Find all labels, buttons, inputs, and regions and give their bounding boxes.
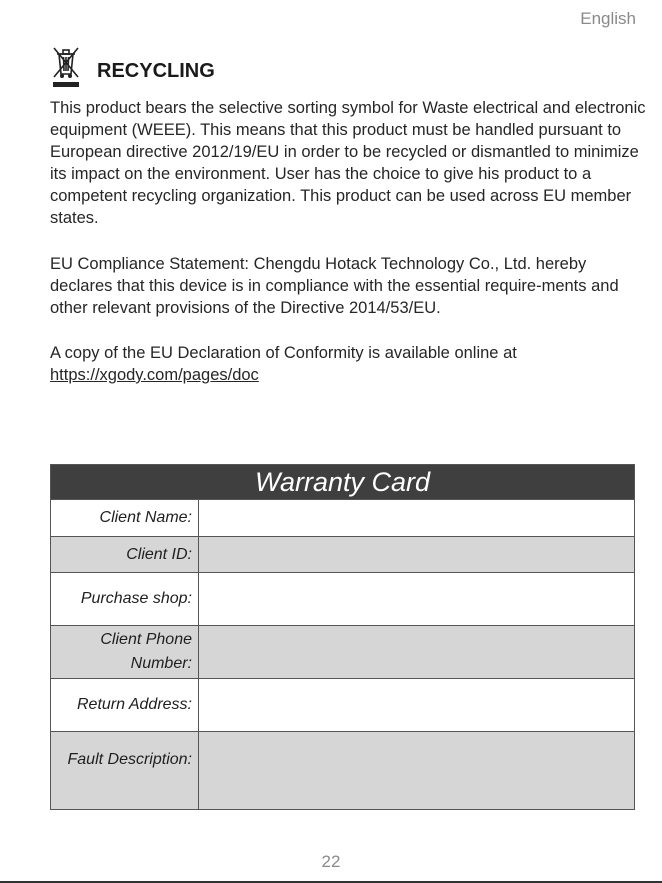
warranty-card [50,464,635,810]
language-label: English [580,9,636,28]
fault-description-field[interactable] [199,732,635,810]
fault-description-row [51,732,635,810]
fault-description-label: Fault Description: [51,732,199,810]
client-phone-field[interactable] [199,626,635,679]
client-phone-label-line1: Client Phone [100,631,192,648]
eu-compliance-paragraph: EU Compliance Statement: Chengdu Hotack Technology Co., Ltd. hereby declares that this device is in compliance with the essential require-ments and other relevant provisions of the Directive 2014/53/EU. [50,255,619,317]
recycling-header [50,44,450,92]
client-name-row [51,500,635,537]
return-address-field[interactable] [199,679,635,732]
weee-paragraph: This product bears the selective sorting symbol for Waste electrical and electronic equipment (WEEE). This means that this product must be handled pursuant to European directive 2012/19/EU in order to be recycled or dismantled to minimize its impact on the environment. User has the choice to give his product to a competent recycling organization. This product can be used across EU member states. [50,99,646,227]
client-id-field[interactable] [199,537,635,573]
purchase-shop-label: Purchase shop: [51,573,199,626]
client-phone-row [51,626,635,679]
client-id-label: Client ID: [51,537,199,573]
purchase-shop-field[interactable] [199,573,635,626]
client-id-row [51,537,635,573]
warranty-card-title: Warranty Card [51,465,635,500]
declaration-link[interactable]: https://xgody.com/pages/doc [50,366,259,384]
declaration-paragraph [50,342,650,386]
client-phone-label [51,626,199,679]
return-address-row [51,679,635,732]
client-name-label: Client Name: [51,500,199,537]
purchase-shop-row [51,573,635,626]
recycling-title: RECYCLING [97,60,215,82]
return-address-label: Return Address: [51,679,199,732]
client-name-field[interactable] [199,500,635,537]
weee-crossed-bin-icon [50,44,82,88]
declaration-text: A copy of the EU Declaration of Conformity is available online at [50,344,517,362]
page-number: 22 [321,852,341,871]
client-phone-label-line2: Number: [130,655,192,672]
